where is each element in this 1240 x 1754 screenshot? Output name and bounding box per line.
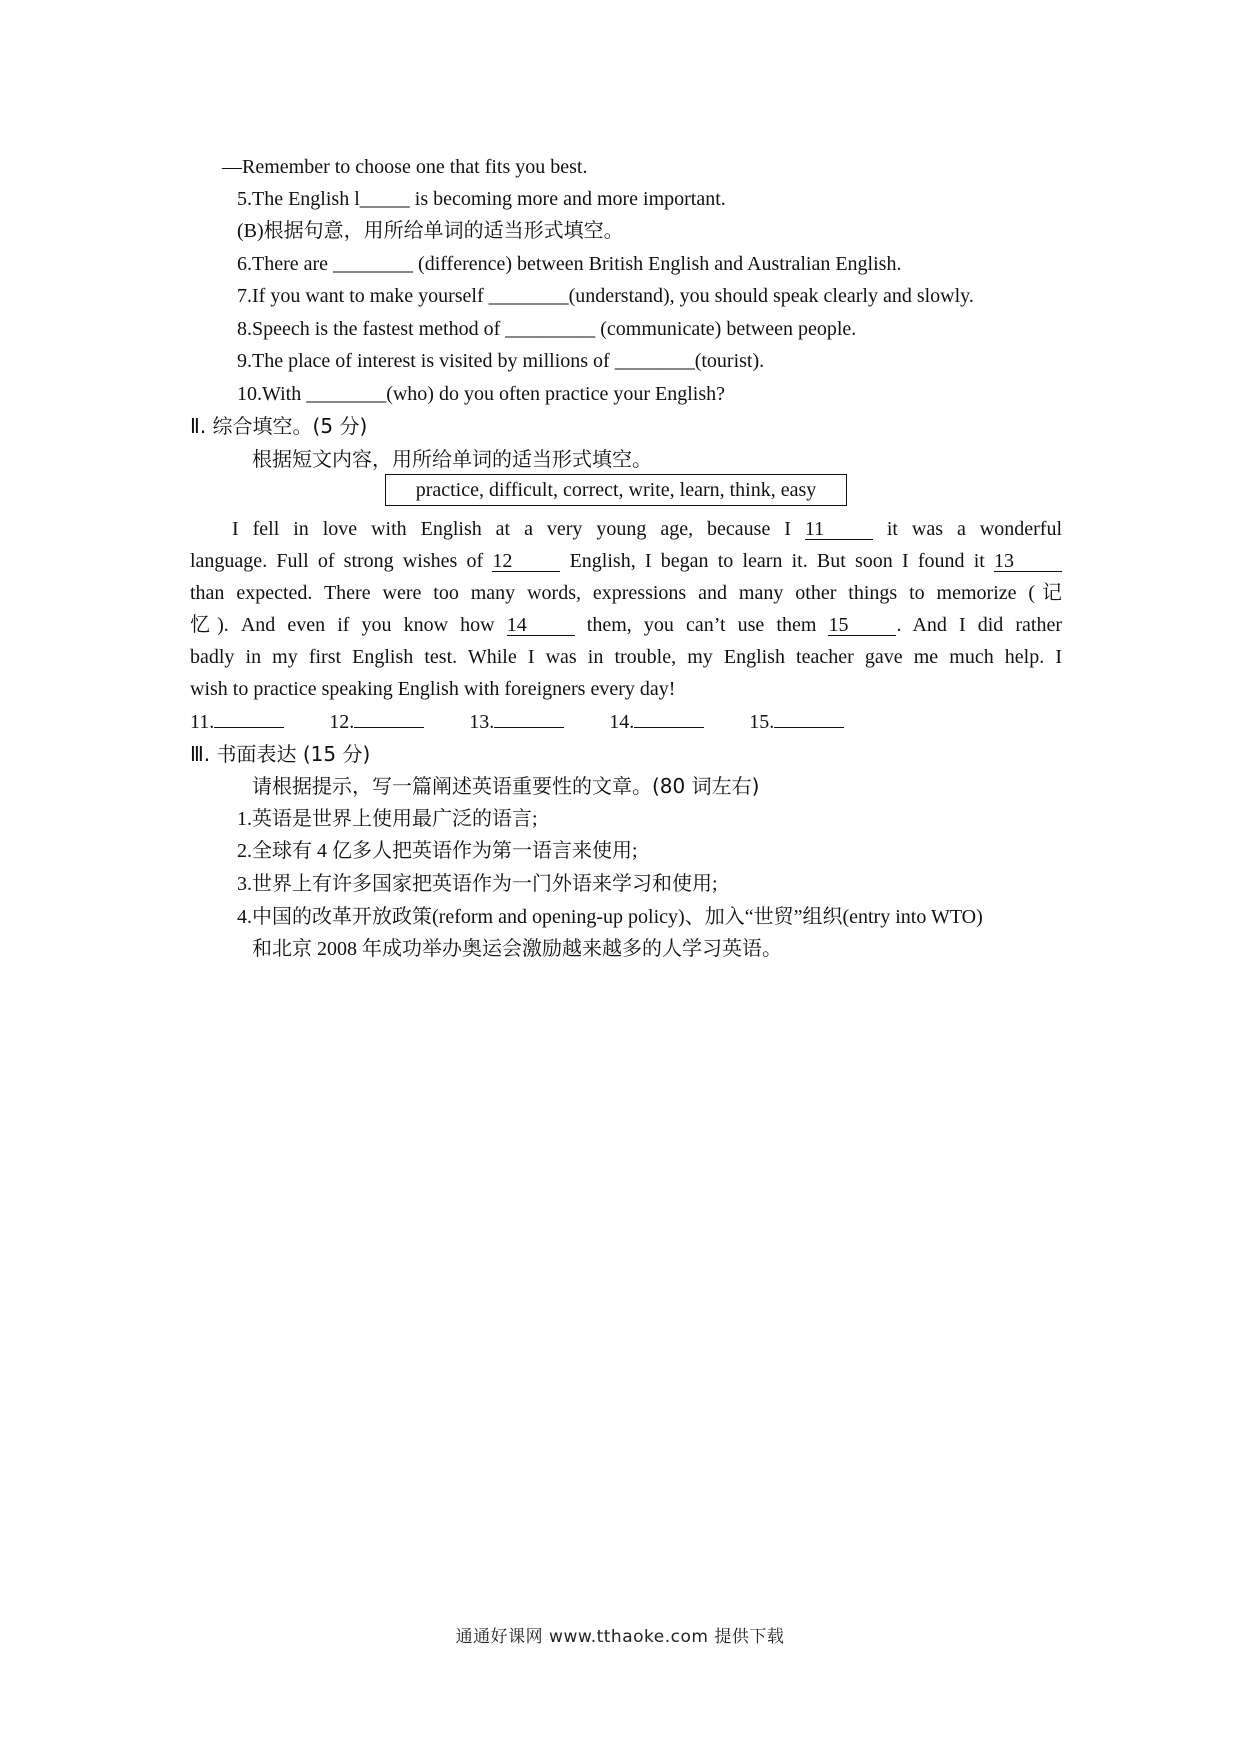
passage-text: them, you can’t use them xyxy=(586,614,817,636)
passage-text: I fell in love with English at a very young age, because I xyxy=(232,518,791,540)
answer-label: 13. xyxy=(469,711,495,733)
point-4-continued: 和北京 2008 年成功举办奥运会激励越来越多的人学习英语。 xyxy=(252,938,782,960)
answer-label: 14. xyxy=(609,711,635,733)
answer-14 xyxy=(609,709,704,735)
word-bank-text: practice, difficult, correct, write, learn, think, easy xyxy=(415,479,817,501)
blank-11: 11 xyxy=(805,519,873,540)
remember-line: —Remember to choose one that fits you best. xyxy=(222,156,588,178)
answer-label: 11. xyxy=(190,711,215,733)
passage-line-4 xyxy=(190,612,1062,638)
point-4: 4.中国的改革开放政策(reform and opening-up policy)、加入“世贸”组织(entry into WTO) xyxy=(237,906,983,928)
answer-blank xyxy=(634,709,704,728)
passage-text: it was a wonderful xyxy=(886,518,1063,540)
passage-text: language. Full of strong wishes of xyxy=(190,550,484,572)
point-3: 3.世界上有许多国家把英语作为一门外语来学习和使用; xyxy=(237,873,718,895)
answer-blank xyxy=(774,709,844,728)
passage-line-6: wish to practice speaking English with foreigners every day! xyxy=(190,678,676,700)
passage-line-3: than expected. There were too many words, expressions and many other things to memorize (记 xyxy=(190,582,1062,604)
answer-11 xyxy=(190,709,284,735)
question-6: 6.There are ________ (difference) between British English and Australian English. xyxy=(237,253,902,275)
passage-text: 忆). And even if you know how xyxy=(190,614,495,636)
answer-line xyxy=(190,709,884,735)
section-3-heading: Ⅲ. 书面表达 (15 分) xyxy=(190,742,371,766)
point-2: 2.全球有 4 亿多人把英语作为第一语言来使用; xyxy=(237,840,638,862)
section-2-instruction: 根据短文内容，用所给单词的适当形式填空。 xyxy=(252,447,652,471)
passage-line-1 xyxy=(232,516,1062,542)
passage-text: . And I did rather xyxy=(896,614,1063,636)
answer-label: 12. xyxy=(329,711,355,733)
question-5: 5.The English l_____ is becoming more and more important. xyxy=(237,188,726,210)
page-footer: 通通好课网 www.tthaoke.com 提供下载 xyxy=(455,1627,785,1647)
blank-15: 15 xyxy=(828,615,896,636)
answer-12 xyxy=(329,709,424,735)
answer-blank xyxy=(214,709,284,728)
question-7: 7.If you want to make yourself ________(understand), you should speak clearly and slowly. xyxy=(237,285,974,307)
section-b-instruction: (B)根据句意，用所给单词的适当形式填空。 xyxy=(237,220,624,242)
answer-blank xyxy=(494,709,564,728)
word-bank-box xyxy=(385,474,847,506)
answer-blank xyxy=(354,709,424,728)
answer-15 xyxy=(749,709,844,735)
passage-line-2 xyxy=(190,548,1062,574)
answer-13 xyxy=(469,709,564,735)
blank-14: 14 xyxy=(507,615,575,636)
section-3-instruction: 请根据提示，写一篇阐述英语重要性的文章。(80 词左右) xyxy=(252,774,760,798)
question-9: 9.The place of interest is visited by millions of ________(tourist). xyxy=(237,350,765,372)
point-1: 1.英语是世界上使用最广泛的语言; xyxy=(237,808,538,830)
passage-line-5: badly in my first English test. While I was in trouble, my English teacher gave me much help. I xyxy=(190,646,1062,668)
blank-13: 13 xyxy=(994,551,1062,572)
answer-label: 15. xyxy=(749,711,775,733)
question-8: 8.Speech is the fastest method of _________ (communicate) between people. xyxy=(237,318,857,340)
passage-text: English, I began to learn it. But soon I found it xyxy=(569,550,985,572)
blank-12: 12 xyxy=(492,551,560,572)
section-2-heading: Ⅱ. 综合填空。(5 分) xyxy=(190,414,368,438)
question-10: 10.With ________(who) do you often practice your English? xyxy=(237,383,725,405)
